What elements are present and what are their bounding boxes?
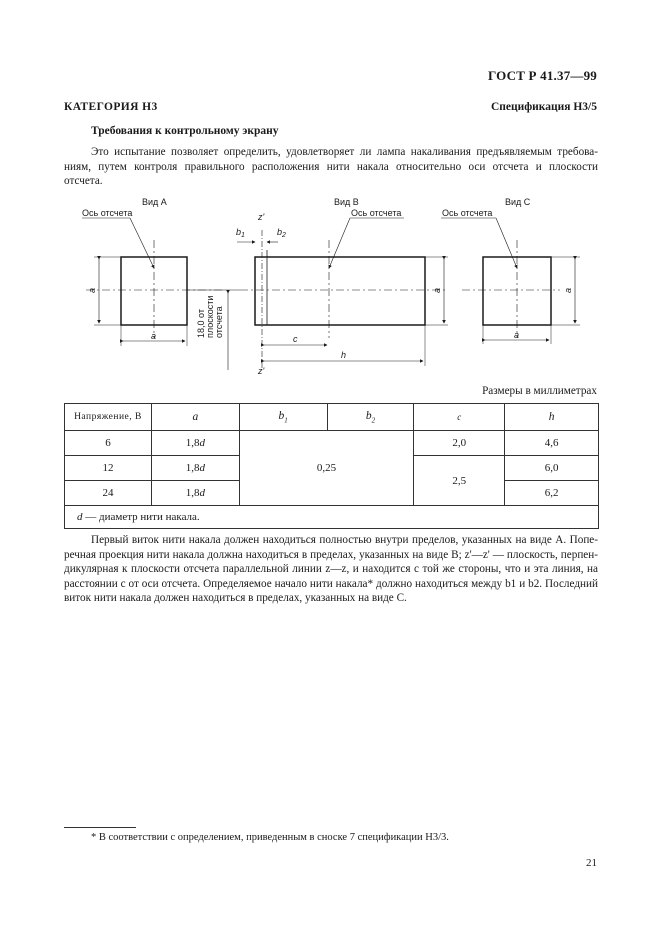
- header-voltage: Напряжение, В: [65, 404, 152, 431]
- body-line: речная проекция нити накала должна находиться в пределах, указанных на виде В; z'—z' — плоскость, перпен-: [64, 548, 598, 561]
- plane-distance-label: [196, 296, 224, 338]
- body-line: виток нити накала должен находиться в пределах, указанных на виде С.: [64, 592, 407, 604]
- header-h: h: [505, 404, 599, 431]
- cell-voltage: 6: [65, 431, 152, 456]
- header-b2: $b_2$: [327, 404, 414, 431]
- intro-line: отсчета.: [64, 175, 103, 187]
- units-note: Размеры в миллиметрах: [482, 385, 597, 397]
- axis-ref-label-c: Ось отсчета: [442, 208, 493, 218]
- axis-ref-label-b: Ось отсчета: [351, 208, 402, 218]
- intro-line: Это испытание позволяет определить, удовлетворяет ли лампа накаливания предъявляемым требова-: [91, 146, 598, 158]
- b2-label: $b_2$: [277, 227, 286, 239]
- cell-h: 6,2: [505, 481, 599, 506]
- footnote: * В соответствии с определением, приведенным в сноске 7 спецификации Н3/3.: [91, 832, 449, 843]
- b1-label: $b_1$: [236, 227, 245, 239]
- category-title: КАТЕГОРИЯ Н3: [64, 101, 158, 113]
- body-line: дикулярная к плоскости отсчета параллельной линии z—z, и находится с той же стороны, что и эта линия, на: [64, 563, 598, 575]
- page-number: 21: [586, 857, 597, 869]
- svg-text:плоскости: плоскости: [205, 295, 215, 338]
- standard-number: ГОСТ Р 41.37—99: [488, 68, 597, 83]
- header-a: a: [151, 404, 239, 431]
- screen-diagram: [0, 190, 661, 380]
- cell-c-merged: 2,5: [414, 456, 505, 506]
- table-header-row: [65, 404, 599, 431]
- view-b-label: Вид В: [334, 197, 359, 207]
- cell-c: 2,0: [414, 431, 505, 456]
- table-note-row: [65, 506, 599, 529]
- view-c-width-label: a: [514, 330, 520, 340]
- z-bottom-label: z': [258, 366, 265, 376]
- body-line: расстоянии c от оси отсчета. Определяемое начало нити накала* должно находиться между b1 и b2. Последний: [64, 577, 598, 590]
- cell-a: 1,8d: [151, 481, 239, 506]
- dim-c-label: c: [293, 334, 298, 344]
- section-title: Требования к контрольному экрану: [91, 125, 279, 137]
- view-c-label: Вид С: [505, 197, 531, 207]
- cell-voltage: 24: [65, 481, 152, 506]
- dimensions-table: [64, 403, 599, 529]
- dim-h-label: h: [341, 350, 347, 360]
- cell-b-merged: 0,25: [239, 431, 414, 506]
- view-a-label: Вид А: [142, 197, 167, 207]
- header-c: c: [414, 404, 505, 431]
- footnote-divider: [64, 827, 136, 828]
- header-b1: $b_1$: [239, 404, 327, 431]
- cell-voltage: 12: [65, 456, 152, 481]
- body-line: Первый виток нити накала должен находиться полностью внутри пределов, указанных на виде А. Попе-: [91, 534, 598, 546]
- view-b-height-label: a: [432, 287, 442, 293]
- view-c-height-label: a: [563, 287, 573, 293]
- cell-h: 4,6: [505, 431, 599, 456]
- table-row: [65, 431, 599, 456]
- svg-text:отсчета: отсчета: [214, 306, 224, 338]
- view-a-height-label: a: [87, 287, 97, 293]
- specification-title: Спецификация Н3/5: [490, 101, 597, 113]
- z-top-label: z': [258, 212, 265, 222]
- intro-line: ниям, путем контроля правильного расположения нити накала относительно оси отсчета и плоскости: [64, 160, 598, 173]
- body-paragraph: [64, 533, 598, 606]
- cell-h: 6,0: [505, 456, 599, 481]
- svg-text:18,0 от: 18,0 от: [196, 309, 206, 338]
- view-b-rect: [255, 257, 425, 325]
- cell-a: 1,8d: [151, 456, 239, 481]
- view-a-width-label: a: [151, 331, 157, 341]
- table-note: d — диаметр нити накала.: [65, 506, 599, 529]
- axis-ref-label-a: Ось отсчета: [82, 208, 133, 218]
- intro-paragraph: [64, 145, 598, 189]
- cell-a: 1,8d: [151, 431, 239, 456]
